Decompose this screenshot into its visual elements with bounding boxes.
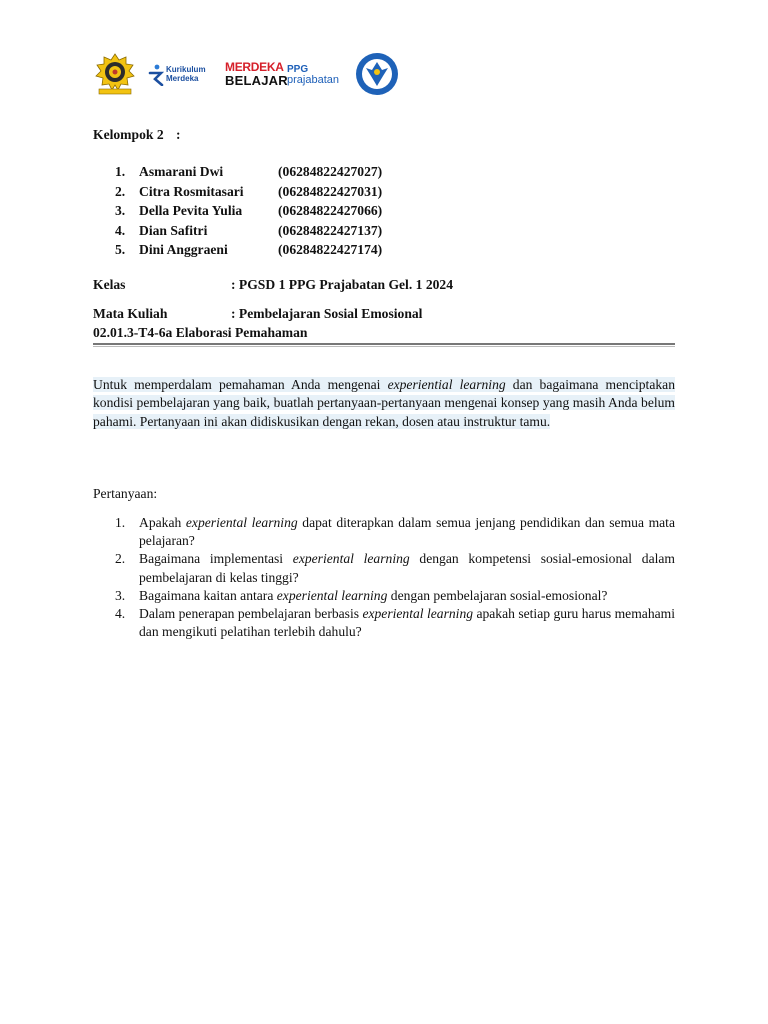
- list-item: [93, 550, 675, 586]
- question-text: Bagaimana implementasi: [139, 551, 293, 567]
- group-heading: [93, 127, 181, 143]
- kurikulum-logo-line-2: Merdeka: [166, 74, 199, 83]
- group-label: Kelompok 2: [93, 127, 164, 142]
- ppg-logo-line-2: prajabatan: [287, 74, 339, 86]
- question-text: Bagaimana kaitan antara: [139, 587, 277, 603]
- divider: [93, 346, 675, 347]
- instruction-paragraph: [93, 376, 675, 431]
- group-separator: :: [176, 127, 181, 142]
- mata-kuliah-label: Mata Kuliah: [93, 306, 168, 321]
- member-number: 5.: [115, 242, 126, 257]
- member-nim: (06284822427066): [278, 203, 383, 218]
- ppg-prajabatan-logo: [287, 64, 349, 88]
- member-nim: (06284822427174): [278, 242, 383, 257]
- tut-wuri-handayani-logo: [355, 52, 399, 96]
- mata-kuliah-value: : Pembelajaran Sosial Emosional: [231, 306, 423, 321]
- header-logos: [92, 50, 412, 96]
- question-number: 4.: [115, 606, 126, 622]
- merdeka-logo-line-1: MERDEKA: [225, 60, 284, 74]
- kurikulum-merdeka-logo: [148, 64, 218, 86]
- member-number: 2.: [115, 183, 126, 199]
- member-number: 1.: [115, 164, 126, 179]
- instruction-italic: experiential learning: [387, 377, 506, 392]
- kelas-value: : PGSD 1 PPG Prajabatan Gel. 1 2024: [231, 277, 454, 292]
- member-nim: (06284822427027): [278, 164, 383, 179]
- merdeka-belajar-logo: [225, 60, 288, 91]
- question-text: Dalam penerapan pembelajaran berbasis: [139, 606, 363, 622]
- kurikulum-logo-line-1: Kurikulum: [166, 65, 206, 74]
- member-name: Asmarani Dwi: [139, 164, 224, 179]
- question-list: [93, 514, 675, 641]
- question-italic: experiental learning: [362, 606, 474, 622]
- question-text: dengan pembelajaran sosial-emosional?: [387, 587, 608, 603]
- university-seal-logo: [92, 52, 138, 96]
- question-italic: experiental learning: [292, 551, 410, 567]
- questions-heading: Pertanyaan:: [93, 486, 158, 501]
- kelas-label: Kelas: [93, 277, 126, 292]
- instruction-text-2: dan bagaimana menciptakan kondisi pembelajaran yang baik, buatlah pertanyaan-pertanyaan mengenai konsep yang masih Anda belum pahami. Pertanyaan ini akan didiskusikan dengan rekan, dosen atau instruktur tamu.: [93, 377, 675, 429]
- question-number: 2.: [115, 551, 126, 567]
- question-number: 1.: [115, 515, 126, 530]
- list-item: [93, 514, 675, 550]
- member-nim: (06284822427137): [278, 222, 383, 238]
- question-italic: experiental learning: [276, 587, 388, 603]
- question-text: dengan kompetensi sosial-emosional dalam pembelajaran di kelas tinggi?: [139, 551, 676, 585]
- list-item: [93, 605, 675, 641]
- ppg-logo-line-1: PPG: [287, 64, 309, 75]
- instruction-text-1: Untuk memperdalam pemahaman Anda mengenai: [93, 377, 388, 392]
- question-text: apakah setiap guru harus memahami dan mengikuti pelatihan terlebih dahulu?: [139, 606, 675, 640]
- list-item: [93, 587, 675, 605]
- member-number: 3.: [115, 203, 126, 218]
- question-number: 3.: [115, 587, 126, 603]
- question-text: dapat diterapkan dalam semua jenjang pendidikan dan semua mata pelajaran?: [139, 515, 675, 549]
- divider: [93, 343, 675, 345]
- member-nim: (06284822427031): [278, 183, 383, 199]
- member-name: Citra Rosmitasari: [139, 183, 244, 199]
- member-name: Dini Anggraeni: [139, 242, 228, 257]
- question-text: Apakah: [139, 515, 186, 530]
- member-name: Dian Safitri: [139, 222, 208, 238]
- module-code: 02.01.3-T4-6a Elaborasi Pemahaman: [93, 325, 308, 340]
- merdeka-logo-line-2: BELAJAR: [225, 73, 288, 88]
- question-italic: experiental learning: [185, 515, 298, 530]
- member-name: Della Pevita Yulia: [139, 203, 243, 218]
- member-number: 4.: [115, 222, 126, 238]
